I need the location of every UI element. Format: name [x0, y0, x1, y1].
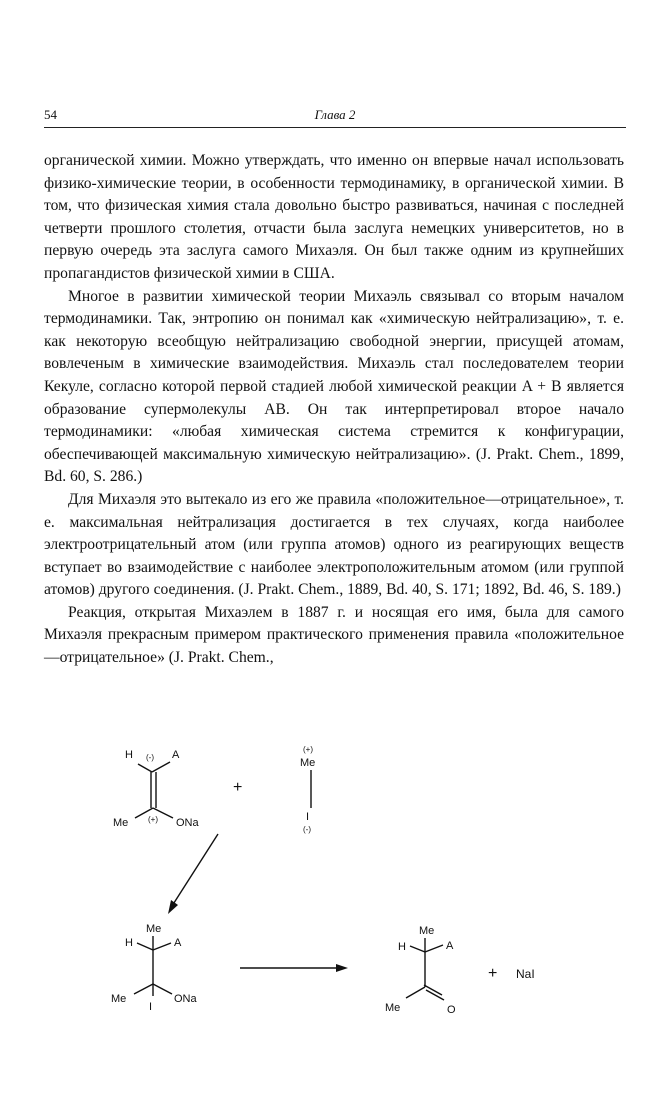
adduct-ona: ONa [174, 993, 197, 1005]
paragraph-3: Для Михаэля это вытекало из его же правила «положительное—отрицательное», т. е. максимальная нейтрализация достигается в тех случаях, когда наиболее электроотрицательный атом (или группа атомов) одного из реагирующих веществ вступает во взаимодействие с наиболее электроположительным атомом (или группой атомов) другого соединения. (J. Prakt. Chem., 1889, Bd. 40, S. 171; 1892, Bd. 46, S. 189.) [44, 490, 624, 599]
diagonal-arrow [168, 834, 218, 914]
product-structure [385, 925, 456, 1016]
plus-sign-2: + [488, 965, 498, 982]
adduct-h: H [125, 937, 133, 949]
plus-sign-1: + [233, 779, 243, 796]
reaction-scheme [0, 730, 663, 1100]
chapter-title: Глава 2 [314, 107, 356, 122]
product-me: Me [385, 1002, 401, 1014]
mei-me: Me [300, 757, 316, 769]
enolate-a: A [172, 749, 180, 761]
mei-minus: (-) [303, 825, 311, 834]
adduct-a: A [174, 937, 182, 949]
product-me-top: Me [419, 925, 435, 937]
adduct-me: Me [111, 993, 127, 1005]
enolate-structure [113, 749, 200, 829]
body-text [44, 150, 624, 670]
enolate-plus: (+) [148, 815, 158, 824]
enolate-minus: (-) [146, 753, 154, 762]
product-o: O [447, 1004, 456, 1016]
paragraph-1: органической химии. Можно утверждать, что именно он впервые начал использовать физико-химические теории, в особенности термодинамику, в органической химии. В том, что физическая химия стала довольно быстро развиваться, начиная с последней четверти прошлого столетия, отчасти была заслуга немецких университетов, но в первую очередь эта заслуга самого Михаэля. Он был также одним из крупнейших пропагандистов физической химии в США. [44, 152, 624, 282]
paragraph-4: Реакция, открытая Михаэлем в 1887 г. и носящая его имя, была для самого Михаэля прекрасным примером практического применения правила «положительное—отрицательное» (J. Prakt. Chem., [44, 603, 624, 667]
running-header [44, 107, 626, 128]
enolate-me: Me [113, 817, 129, 829]
paragraph-2: Многое в развитии химической теории Михаэль связывал со вторым началом термодинамики. Так, энтропию он понимал как «химическую нейтрализацию», т. е. как некоторую всеобщую нейтрализацию свободной энергии, присущей атомам, вовлеченым в химические взаимодействия. Михаэль стал последователем теории Кекуле, согласно которой первой стадией любой химической реакции A + B является образование супермолекулы AB. Он так интерпретировал второе начало термодинамики: «любая химическая система стремится к конфигурации, обеспечивающей максимальную химическую нейтрализацию». (J. Prakt. Chem., 1899, Bd. 60, S. 286.) [44, 287, 624, 486]
methyl-iodide-structure [300, 745, 315, 834]
enolate-h: H [125, 749, 133, 761]
byproduct-nai: NaI [516, 967, 535, 981]
adduct-me-top: Me [146, 923, 162, 935]
adduct-i: I [149, 1001, 153, 1013]
mei-i: I [306, 811, 310, 823]
product-h: H [398, 941, 406, 953]
reaction-scheme-drawing [0, 730, 663, 1100]
mei-plus: (+) [303, 745, 313, 754]
reaction-arrow [240, 964, 348, 972]
adduct-structure [111, 923, 198, 1013]
enolate-ona: ONa [176, 817, 199, 829]
page-number: 54 [44, 107, 57, 122]
product-a: A [446, 940, 454, 952]
